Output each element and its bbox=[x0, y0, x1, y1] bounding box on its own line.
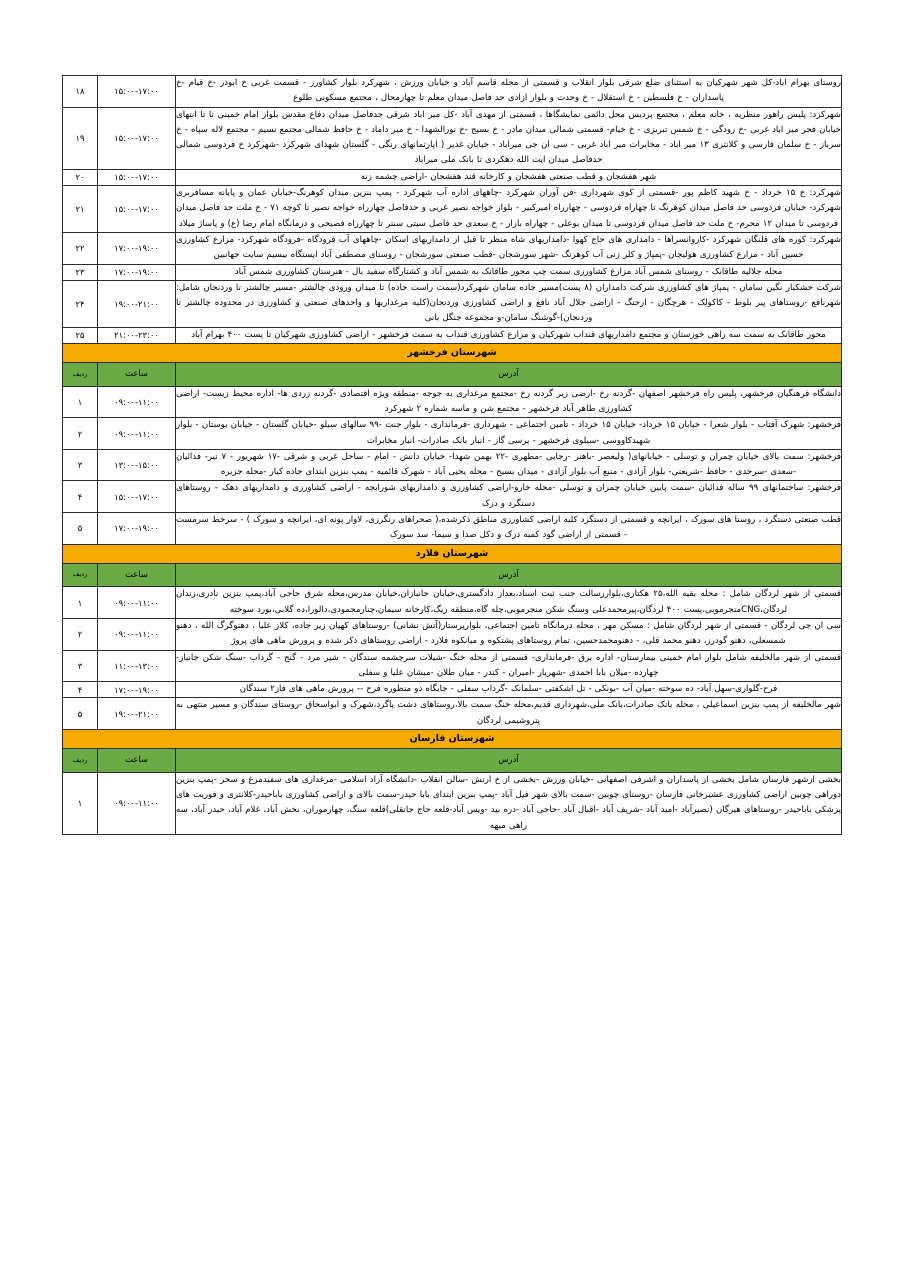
cell-address: روستای بهرام اباد-کل شهر شهرکیان به استثنای ضلع شرقی بلوار انقلاب و قسمتی از محله قاسم آباد و خیابان ورزش ، شهرکرد بلوار کشاورز - قسمت غربی خ ابوذر -خ قیام -خ پاسداران - خ فلسطین - خ استقلال - خ وحدت و بلوار ازادی حد فاصل میدان معلم تا چهارمحال ، مجتمع مسکونی طلوع bbox=[176, 76, 842, 108]
table-row bbox=[63, 682, 842, 698]
cell-time: ۰۹:۰۰-۱۱:۰۰ bbox=[98, 587, 176, 619]
cell-address: دانشگاه فرهنگیان فرخشهر، پلیس راه فرخشهر اصفهان -گردنه رخ -ارضی زیر گردنه رخ -مجتمع مرغداری به جوجه -منطقه ویژه اقتصادی -گردنه زردی ها- اداره محیط زیست- اراضی کشاورزی طاهر آباد فرخشهر - مجتمع شن و ماسه شماره ۲ شهرکرد bbox=[176, 386, 842, 418]
county-title: شهرستان فرخشهر bbox=[63, 344, 842, 363]
cell-row-number: ۱ bbox=[63, 587, 98, 619]
table-row bbox=[63, 698, 842, 730]
cell-time: ۱۷:۰۰-۱۹:۰۰ bbox=[98, 513, 176, 545]
table-row bbox=[63, 418, 842, 450]
cell-time: ۱۵:۰۰-۱۷:۰۰ bbox=[98, 107, 176, 169]
table-row bbox=[63, 481, 842, 513]
cell-time: ۰۹:۰۰-۱۱:۰۰ bbox=[98, 386, 176, 418]
county-header-row bbox=[63, 344, 842, 363]
cell-time: ۱۳:۰۰-۱۵:۰۰ bbox=[98, 449, 176, 481]
cell-address: فرخشهر: سمت بالای خیابان چمران و توسلی - خیابانهای( ولیعصر -باهنر -رجایی -مطهری -۲۲ بهمن شهدا- خیابان دانش - امام - ساحل غربی و شرقی -۱۷ شهریور - ۷ تیر- فدائیان -سعدی -سرحدی - حافظ -شریعتی- بلوار آزادی - منبع آب بلوار آزادی - میدان بسیج - محله یحیی آباد - شهرک قائمیه - پمپ بنزین ابتدای جاده کیار -محله جزیره bbox=[176, 449, 842, 481]
cell-address: شهر مالخلیفه از پمپ بنزین اسماعیلی ، محله بانک صادرات،بانک ملی،شهرداری قدیم،محله خنگ سمت بالا،روستاهای دشت پاگرد،شهرک و ابواسحاق -روستای سندگان و مسیر منتهی به پتروشیمی لردگان bbox=[176, 698, 842, 730]
cell-row-number: ۳ bbox=[63, 650, 98, 682]
county-header-row bbox=[63, 544, 842, 563]
cell-time: ۱۷:۰۰-۱۹:۰۰ bbox=[98, 264, 176, 280]
cell-address: سی ان جی لردگان - قسمتی از شهر لردگان شامل : مسکن مهر ، محله درمانگاه تامین اجتماعی، بلوارپرستار(آتش نشانی) -روستاهای کهیان زیر جاده، کلاز علیا ، دهنوگرگ الله ، دهنو شمسعلی، دهنو گودرز، دهنو محمد قلی، - دهنومحمدحسین، تمام روستاهای پشتکوه و میانکوه فلارد - اراضی روستاهای ذکر شده و پرورش ماهی های پروژ bbox=[176, 618, 842, 650]
table-row bbox=[63, 264, 842, 280]
county-header-row bbox=[63, 730, 842, 749]
cell-time: ۱۱:۰۰-۱۳:۰۰ bbox=[98, 650, 176, 682]
table-row bbox=[63, 449, 842, 481]
column-header-time: ساعت bbox=[98, 749, 176, 773]
cell-time: ۰۹:۰۰-۱۱:۰۰ bbox=[98, 772, 176, 834]
county-title: شهرستان فارسان bbox=[63, 730, 842, 749]
table-row bbox=[63, 650, 842, 682]
cell-time: ۱۹:۰۰-۲۱:۰۰ bbox=[98, 280, 176, 327]
cell-row-number: ۴ bbox=[63, 481, 98, 513]
column-header-time: ساعت bbox=[98, 563, 176, 587]
table-row bbox=[63, 186, 842, 233]
cell-time: ۱۵:۰۰-۱۷:۰۰ bbox=[98, 186, 176, 233]
cell-time: ۰۹:۰۰-۱۱:۰۰ bbox=[98, 418, 176, 450]
cell-row-number: ۱۹ bbox=[63, 107, 98, 169]
cell-row-number: ۲۵ bbox=[63, 327, 98, 343]
cell-time: ۱۵:۰۰-۱۷:۰۰ bbox=[98, 169, 176, 185]
cell-time: ۱۷:۰۰-۱۹:۰۰ bbox=[98, 232, 176, 264]
cell-address: قطب صنعتی دستگرد ، روستا های سورک ، ایرانچه و قسمتی از دستگرد کلیه اراضی کشاورزی مناطق ذکرشده،( صحراهای رنگرزی، لاوار پونه ای، ایرانچه و سورک ) - سرخط سرمست - قسمتی از اراضی گود کمبه دزک و دکل صدا و سیما- سد سورک bbox=[176, 513, 842, 545]
cell-address: قسمتی از شهر لردگان شامل : محله بقیه الله،۲۵ هکتاری،بلواررسالت جنب ثبت اسناد،بعداز دادگستری،خیابان جانبازان،خیابان مدرس،محله شرق حاجی آباد،پمپ بنزین نادری،زندان لردگان،CNGمنجرموبی،پست ۴۰۰ لردگان،پیرمحمدعلی وسنگ شکن منجرموبی،چله گاه،منطقه ریگ،کارخانه سیمان،چنارمحمودی،دالورا،ده گلابی،بورد سوخته bbox=[176, 587, 842, 619]
cell-address: شهرکرد: پلیس راهور منظریه ، خانه معلم ، مجتمع پردیس محل دائمی نمایشگاها ، قسمتی از مهدی آباد -کل میر اباد شرقی حدفاصل میدان دفاع مقدس بلوار امام خمینی تا تا انتهای خیابان فجر میر اباد غربی -خ رودگی - خ شمس تبریزی - خ خیام- قسمتی شمالی میدان مادر - خ بسیج -خ نورالشهدا - خ میر داماد - خ حافظ شمالی مجتمع نسیم - مجتمع لاله سپاه - خ سرباز - خ سلمان فارسی و کلانتری ۱۳ میر اباد - مخابرات میر اباد غربی - سی ان جی میراباد - خیابان غدیر ( اپارتمانهای رنگی - گلستان شهدای شهرکرد -شهرکرد خ فردوسی شمالی حدفاصل میدان ایت الله دهکردی تا بانک ملی میراباد bbox=[176, 107, 842, 169]
cell-row-number: ۱ bbox=[63, 772, 98, 834]
cell-address: محله جلالیه طاقانک - روستای شمس آباد مزارع کشاورزی سمت چپ محور طاقانک به شمس آباد و کشتارگاه سفید بال - هنرستان کشاورزی شمس آباد bbox=[176, 264, 842, 280]
table-row bbox=[63, 772, 842, 834]
county-title: شهرستان فلارد bbox=[63, 544, 842, 563]
cell-address: فرخشهر: ساختمانهای ۹۹ ساله فدائیان -سمت پایین خیابان چمران و توسلی -محله خارو-اراضی کشاورزی و دامداریهای شورابجه - اراضی کشاورزی و دامداریهای دهک - روستاهای دستگرد و دزک bbox=[176, 481, 842, 513]
cell-row-number: ۴ bbox=[63, 682, 98, 698]
column-header-address: آدرس bbox=[176, 749, 842, 773]
column-header-row bbox=[63, 363, 842, 387]
cell-address: شرکت خشکبار نگین سامان - پمپاژ های کشاورزی شرکت دامداران (۸ پست)مسیر جاده سامان شهرکرد(سمت راست جاده) تا میدان ورودی چالشتر -مسیر چالشتر تا وردنجان شامل: شهرنافع -روستاهای پیر بلوط - کاکولک - هرچگان - ارجنگ - اراضی جلال آباد نافع و اراضی کشاورزی وردنجان(کلیه مرغداریها و واحدهای صنعتی و کشاورزی در محدوده چالشتر تا وردنجان)-گوشنگ سامان-و مجموعه جنگل بانی bbox=[176, 280, 842, 327]
cell-time: ۲۱:۰۰-۲۳:۰۰ bbox=[98, 327, 176, 343]
cell-address: شهرکرد: کوره های قلنگان شهرکرد -کاروانسراها - دامداری های حاج کهوا -دامداریهای شاه منظر تا قبل از دامداریهای اسکان -چاههای آب فرودگاه -فرودگاه شهرکرد- مزارع کشاورزی حسین آباد - مزارع کشاورزی هولیجان -پمپاژ و کلر زنی آب کوهرنگ -شهر سورشجان -قطب صنعتی سورشجان - روستای مصطفی آباد ایستگاه بیسیم سایت جهانبین bbox=[176, 232, 842, 264]
column-header-row-number: ردیف bbox=[63, 749, 98, 773]
column-header-address: آدرس bbox=[176, 363, 842, 387]
cell-row-number: ۱ bbox=[63, 386, 98, 418]
cell-address: بخشی ازشهر فارسان شامل بخشی از پاسداران و اشرفی اصفهانی -خیابان ورزش -بخشی از خ ارتش -سالن انقلاب -دانشگاه آزاد اسلامی -مرغداری های سفیدمرغ و سحر -پمپ بنزین دوراهی چوبین اراضی کشاورزی عشیرخانی فارسان -روستای چوبین -سمت بالای شهر فیل آباد -پمپ بنزین ابتدای بابا حیدر-سمت بالای و اراضی کشاورزی باباحیدر-کلانتری و فوریت های پزشکی باباحیدر -روستاهای هیرگان (نصیرآباد -امید آباد -شریف آباد -اقبال آباد -حاجی آباد -دره بید -ویس آباد-قلعه حاج جانقلی)قلعه سنگ، چهارموران، بخش آباد، غلام آباد، حیدر آباد، سه راهی میهه bbox=[176, 772, 842, 834]
column-header-time: ساعت bbox=[98, 363, 176, 387]
cell-time: ۱۹:۰۰-۲۱:۰۰ bbox=[98, 698, 176, 730]
table-row bbox=[63, 232, 842, 264]
cell-address: محور طاقانک به سمت سه راهی خوزستان و مجتمع دامداریهای قنداب شهرکیان و مزارع کشاورزی قنداب به سمت فرخشهر - اراضی کشاورزی شهرکیان تا پست ۴۰۰ بهرام آباد bbox=[176, 327, 842, 343]
table-row bbox=[63, 513, 842, 545]
cell-row-number: ۲۲ bbox=[63, 232, 98, 264]
cell-row-number: ۳ bbox=[63, 449, 98, 481]
cell-time: ۰۹:۰۰-۱۱:۰۰ bbox=[98, 618, 176, 650]
cell-address: فرخشهر: شهرک آفتاب - بلوار شعرا - خیابان ۱۵ خرداد- خیابان ۱۵ خرداد - تامین اجتماعی - شهرداری -فرمانداری - بلوار جنت -۹۹ سالهای سیلو -خیابان گلستان - خیابان بوستان - بلوار شهیدکاووسی -سیلوی فرخشهر - پرسی گاز - انبار بانک صادرات- انبار مخابرات bbox=[176, 418, 842, 450]
column-header-row bbox=[63, 563, 842, 587]
table-row bbox=[63, 618, 842, 650]
table-row bbox=[63, 280, 842, 327]
cell-row-number: ۲۳ bbox=[63, 264, 98, 280]
cell-row-number: ۵ bbox=[63, 513, 98, 545]
table-row bbox=[63, 169, 842, 185]
table-row bbox=[63, 327, 842, 343]
cell-row-number: ۲۴ bbox=[63, 280, 98, 327]
outage-table-container bbox=[63, 75, 842, 835]
table-row bbox=[63, 76, 842, 108]
cell-row-number: ۲ bbox=[63, 618, 98, 650]
table-row bbox=[63, 587, 842, 619]
cell-row-number: ۱۸ bbox=[63, 76, 98, 108]
column-header-row-number: ردیف bbox=[63, 363, 98, 387]
column-header-row-number: ردیف bbox=[63, 563, 98, 587]
table-body bbox=[63, 76, 842, 835]
cell-row-number: ۲ bbox=[63, 418, 98, 450]
cell-address: قسمتی از شهر مالخلیفه شامل بلوار امام خمینی بیمارستان- اداره برق -فرمانداری- قسمتی از محله خنگ -شیلات سرچشمه سندگان - شیر مرد - گنج - گرداب -سنگ شکن جانباز- چهارده -میلان بابا احمدی -شهریار -امیران - کندر - میان طلان -میشان علیا و سفلی bbox=[176, 650, 842, 682]
cell-address: شهرکرد: خ ۱۵ خرداد - خ شهید کاظم پور -قسمتی از کوی شهرداری -فن آوران شهرکرد -چاههای اداره آب شهرکرد - پمپ بنزین میدان کوهرنگ-خیابان عمان و پایانه مسافربری شهرکرد- خیابان فردوسی حد فاصل میدان کوهرنگ تا چهاراه فردوسی - چهارراه امیرکبیر - بلوار خواجه نصیر غربی و حدفاصل چهارراه خواجه نصیر تا کوچه ۷۱ - خ ملت حد فاصل میدان فردوسی تا میدان ۱۲ محرم- خ ملت حد فاصل میدان فردوسی تا میدان بوعلی - چهاراه بازار - خ سعدی حد فاصل سیتی سنتر تا چهارراه فصیحی و درمانگاه امام رضا (ع) و پاساژ میلاد bbox=[176, 186, 842, 233]
power-outage-schedule-table bbox=[62, 75, 842, 835]
column-header-address: آدرس bbox=[176, 563, 842, 587]
cell-time: ۱۵:۰۰-۱۷:۰۰ bbox=[98, 76, 176, 108]
table-row bbox=[63, 386, 842, 418]
cell-address: فرح-گلواری-سهل آباد- ده سوخته -میان آب -بونکی - تل اشکفتی -سلمانک -گرداب سفلی - جایگاه دو منظوره فرح -- پرورش ماهی های فاز۲ سندگان bbox=[176, 682, 842, 698]
table-row bbox=[63, 107, 842, 169]
cell-time: ۱۵:۰۰-۱۷:۰۰ bbox=[98, 481, 176, 513]
cell-row-number: ۲۰ bbox=[63, 169, 98, 185]
column-header-row bbox=[63, 749, 842, 773]
cell-time: ۱۷:۰۰-۱۹:۰۰ bbox=[98, 682, 176, 698]
cell-row-number: ۵ bbox=[63, 698, 98, 730]
cell-address: شهر هفشجان و قطب صنعتی هفشجان و کارخانه قند هفشجان -اراضی چشمه زنه bbox=[176, 169, 842, 185]
cell-row-number: ۲۱ bbox=[63, 186, 98, 233]
